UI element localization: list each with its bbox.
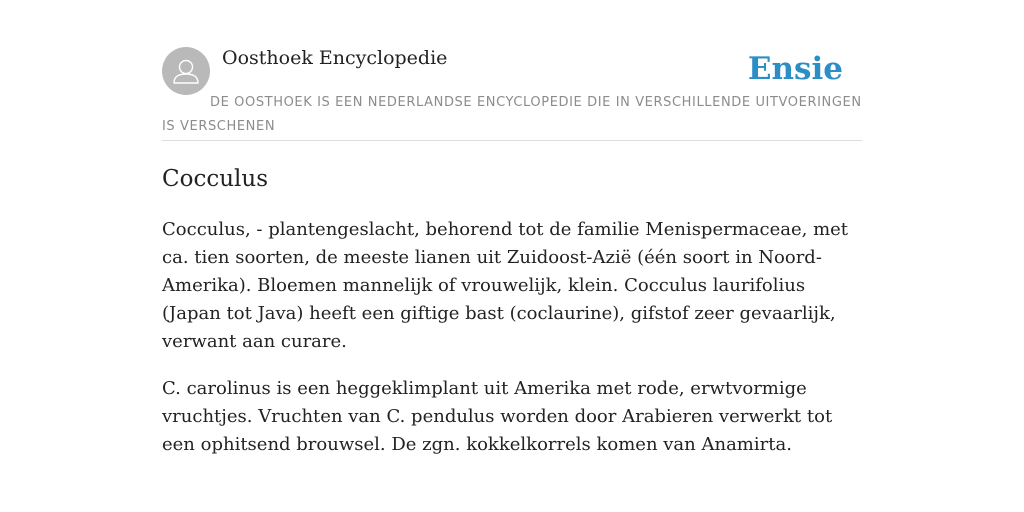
source-header	[162, 46, 862, 141]
source-tagline: DE OOSTHOEK IS EEN NEDERLANDSE ENCYCLOPEDIE DIE IN VERSCHILLENDE UITVOERINGEN IS VERSCHENEN	[162, 95, 862, 134]
article-paragraph: Cocculus, - plantengeslacht, behorend tot de familie Menispermaceae, met ca. tien soorten, de meeste lianen uit Zuidoost-Azië (één soort in Noord-Amerika). Bloemen mannelijk of vrouwelijk, klein. Cocculus laurifolius (Japan tot Java) heeft een giftige bast (coclaurine), gifstof zeer gevaarlijk, verwant aan curare.	[162, 219, 849, 352]
article	[162, 160, 862, 459]
article-title: Cocculus	[162, 166, 268, 192]
user-icon	[162, 47, 210, 95]
brand-logo[interactable]: Ensie	[747, 51, 843, 87]
source-name[interactable]: Oosthoek Encyclopedie	[222, 47, 448, 69]
avatar[interactable]	[162, 47, 210, 95]
article-paragraph: C. carolinus is een heggeklimplant uit Amerika met rode, erwtvormige vruchtjes. Vruchten van C. pendulus worden door Arabieren verwerkt tot een ophitsend brouwsel. De zgn. kokkelkorrels komen van Anamirta.	[162, 378, 833, 455]
